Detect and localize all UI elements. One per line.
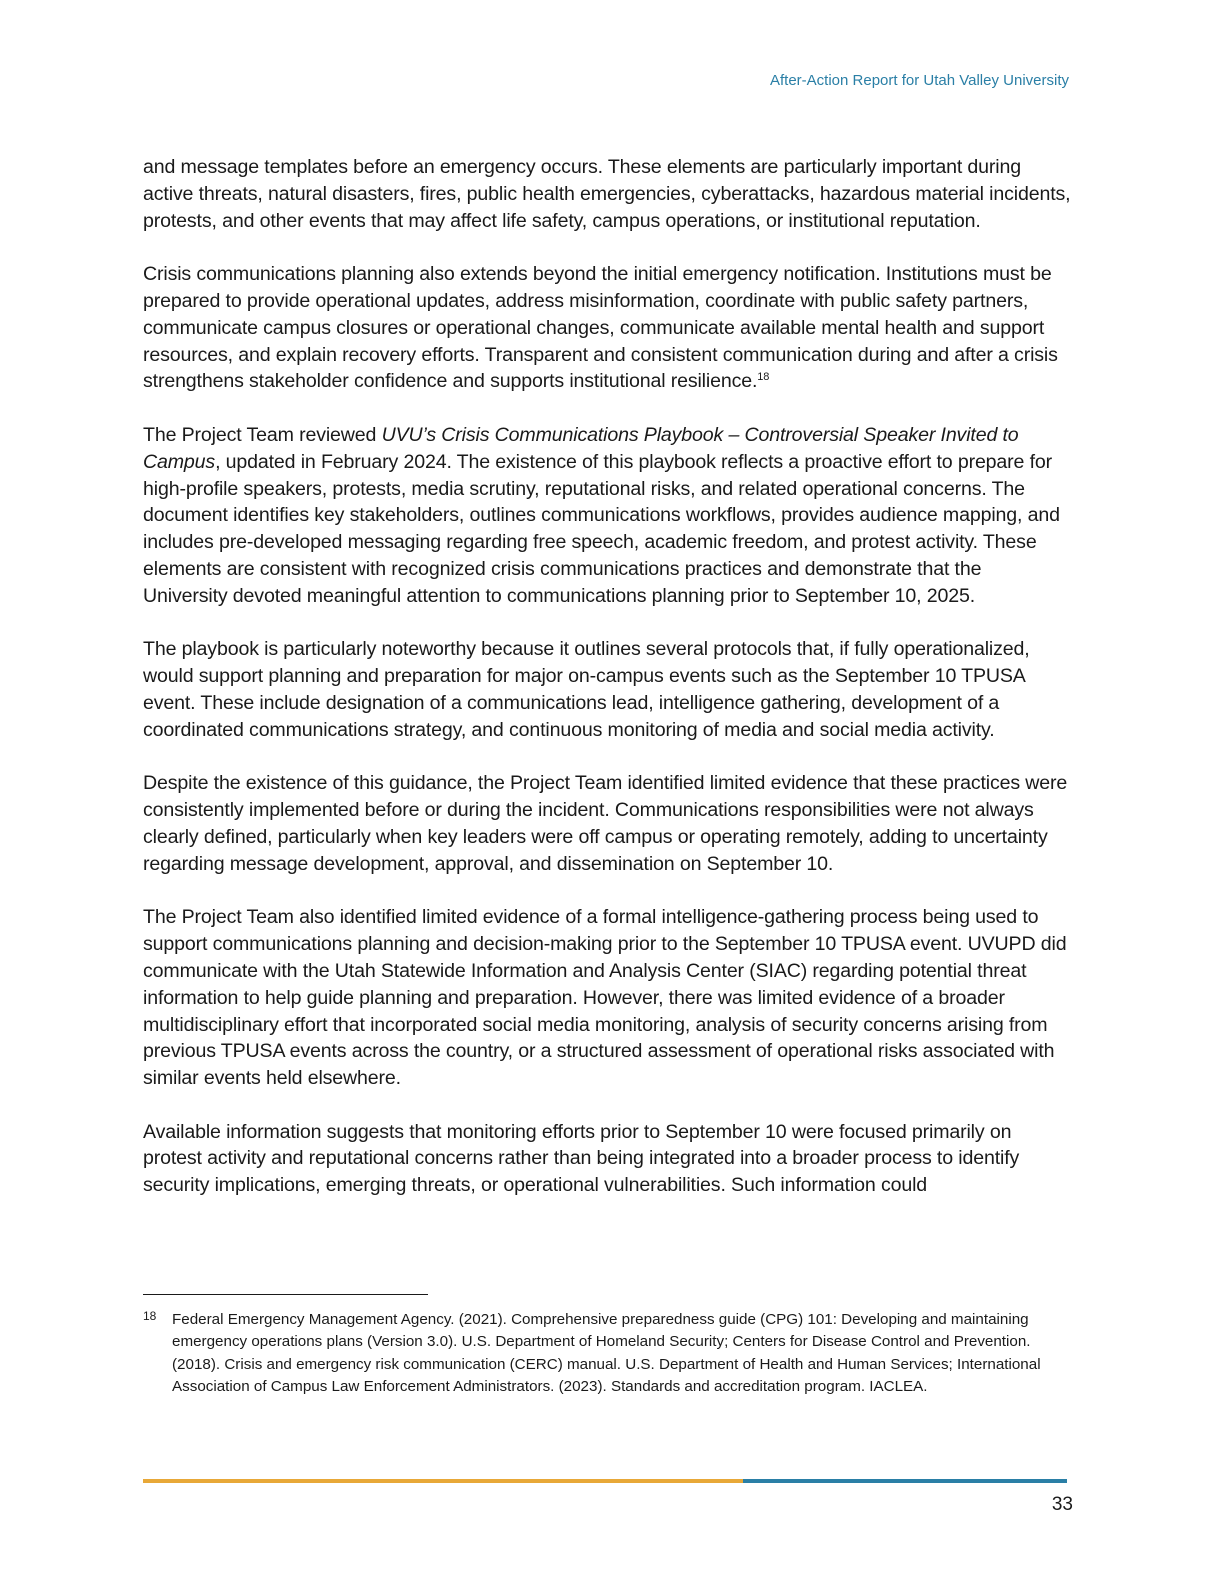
footer-accent-bar bbox=[143, 1479, 1067, 1483]
footnote-divider bbox=[143, 1294, 428, 1295]
footnote-number: 18 bbox=[143, 1309, 157, 1323]
paragraph-playbook-protocols: The playbook is particularly noteworthy because it outlines several protocols that, if fully operationalized, would support planning and preparation for major on-campus events such as the September 10 TPUSA event. These include designation of a communications lead, intelligence gathering, development of a coordinated communications strategy, and continuous monitoring of media and social media activity. bbox=[143, 638, 1030, 741]
paragraph-crisis-planning-text: Crisis communications planning also extends beyond the initial emergency notification. Institutions must be prepared to provide operational updates, address misinformation, coordinate with public safety partners, communicate campus closures or operational changes, communicate available mental health and support resources, and explain recovery efforts. Transparent and consistent communication during and after a crisis strengthens stakeholder confidence and supports institutional resilience. bbox=[143, 263, 1058, 393]
footer-bar-orange-segment bbox=[143, 1479, 743, 1483]
footnote-text: Federal Emergency Management Agency. (2021). Comprehensive preparedness guide (CPG) 101: Developing and maintaining emergency operations plans (Version 3.0). U.S. Department of Homeland Security; Centers for Disease Control and Prevention. (2018). Crisis and emergency risk communication (CERC) manual. U.S. Department of Health and Human Services; International Association of Campus Law Enforcement Administrators. (2023). Standards and accreditation program. IACLEA. bbox=[172, 1311, 1041, 1396]
playbook-description-text: , updated in February 2024. The existence of this playbook reflects a proactive effort to prepare for high-profile speakers, protests, media scrutiny, reputational risks, and related operational concerns. The document identifies key stakeholders, outlines communications workflows, provides audience mapping, and includes pre-developed messaging regarding free speech, academic freedom, and protest activity. These elements are consistent with recognized crisis communications practices and demonstrate that the University devoted meaningful attention to communications planning prior to September 10, 2025. bbox=[143, 450, 1060, 607]
report-body bbox=[143, 154, 1071, 1226]
running-header: After-Action Report for Utah Valley University bbox=[770, 72, 1069, 89]
footer-bar-blue-segment bbox=[743, 1479, 1067, 1483]
paragraph-playbook-review bbox=[143, 422, 1071, 610]
page-number: 33 bbox=[1051, 1494, 1073, 1515]
paragraph-message-templates: and message templates before an emergency occurs. These elements are particularly important during active threats, natural disasters, fires, public health emergencies, cyberattacks, hazardous material incidents, protests, and other events that may affect life safety, campus operations, or institutional reputation. bbox=[143, 156, 1071, 232]
footnote bbox=[143, 1309, 1071, 1399]
footnote-reference[interactable]: 18 bbox=[757, 371, 770, 384]
paragraph-implementation-gaps: Despite the existence of this guidance, the Project Team identified limited evidence that these practices were consistently implemented before or during the incident. Communications responsibilities were not always clearly defined, particularly when key leaders were off campus or operating remotely, adding to uncertainty regarding message development, approval, and dissemination on September 10. bbox=[143, 772, 1068, 875]
playbook-intro-text: The Project Team reviewed bbox=[143, 423, 382, 446]
playbook-title: UVU’s Crisis Communications Playbook – Controversial Speaker Invited to Campus bbox=[143, 423, 1019, 473]
paragraph-monitoring-efforts: Available information suggests that monitoring efforts prior to September 10 were focused primarily on protest activity and reputational concerns rather than being integrated into a broader process to identify security implications, emerging threats, or operational vulnerabilities. Such information could bbox=[143, 1120, 1020, 1197]
paragraph-crisis-planning bbox=[143, 261, 1071, 395]
paragraph-intelligence-gathering: The Project Team also identified limited evidence of a formal intelligence-gathering process being used to support communications planning and decision-making prior to the September 10 TPUSA event. UVUPD did communicate with the Utah Statewide Information and Analysis Center (SIAC) regarding potential threat information to help guide planning and preparation. However, there was limited evidence of a broader multidisciplinary effort that incorporated social media monitoring, analysis of security concerns arising from previous TPUSA events across the country, or a structured assessment of operational risks associated with similar events held elsewhere. bbox=[143, 906, 1067, 1090]
